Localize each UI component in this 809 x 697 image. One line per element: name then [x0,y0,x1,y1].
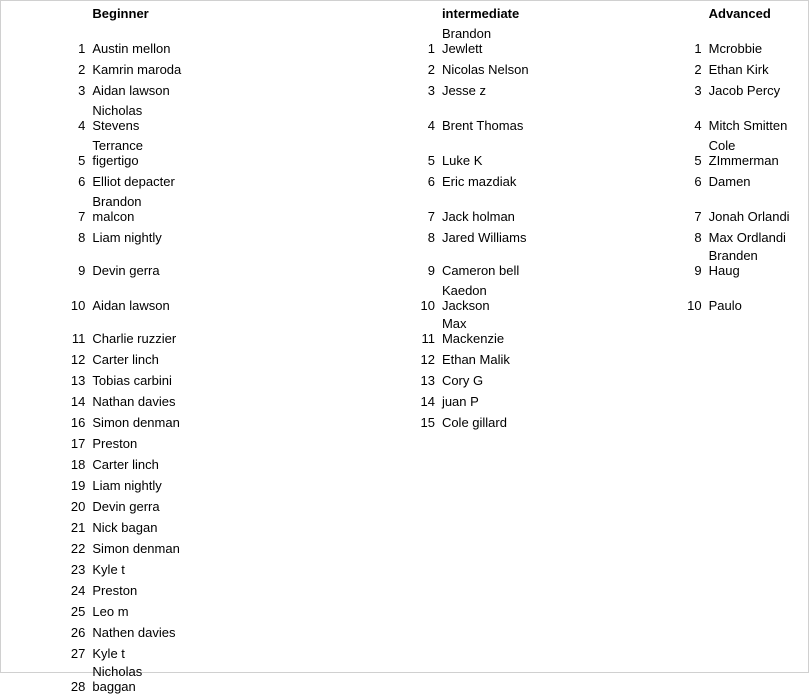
player-name-cell[interactable] [441,454,618,475]
rank-cell[interactable]: 6 [694,174,702,189]
rank-cell[interactable]: 4 [78,118,86,133]
player-name-cell[interactable]: Devin gerra [92,499,160,514]
player-name-cell[interactable] [708,454,808,475]
rank-cell[interactable]: 4 [694,118,702,133]
rank-cell[interactable] [618,622,707,643]
rank-cell[interactable] [352,622,441,643]
player-name-cell[interactable]: Nathen davies [92,625,176,640]
player-name-cell[interactable] [441,538,618,559]
rank-cell[interactable]: 11 [71,331,86,346]
player-name-cell[interactable]: Cole gillard [441,415,507,430]
player-name-cell[interactable]: Nick bagan [92,520,158,535]
rank-cell[interactable]: 9 [694,263,702,278]
rank-cell[interactable]: 21 [70,520,86,535]
player-name-cell[interactable]: Carter linch [92,352,159,367]
player-name-cell[interactable]: Mcrobbie [708,41,763,56]
player-name-cell[interactable]: Paulo [708,298,742,313]
rank-cell[interactable]: 7 [78,209,86,224]
rank-cell[interactable]: 3 [78,83,86,98]
player-name-cell[interactable]: Ethan Malik [441,352,510,367]
player-name-cell[interactable] [708,433,808,454]
rank-cell[interactable]: 10 [687,298,702,313]
rank-cell[interactable]: 2 [427,62,435,77]
rank-cell[interactable]: 9 [427,263,435,278]
header-spacer [618,2,707,24]
player-name-cell[interactable] [708,580,808,601]
player-name-cell[interactable]: Luke K [441,153,483,168]
rank-cell[interactable] [618,580,707,601]
player-name-cell[interactable]: Leo m [92,604,129,619]
rank-cell[interactable]: 10 [70,298,86,313]
rank-cell[interactable]: 12 [420,352,435,367]
player-name-cell[interactable] [708,601,808,622]
rank-cell[interactable]: 11 [421,331,435,346]
player-name-cell[interactable]: Terrance figertigo [92,138,143,168]
player-name-cell[interactable] [708,475,808,496]
player-name-cell[interactable]: Cameron bell [441,263,520,278]
player-name-cell[interactable] [708,412,808,433]
rank-cell[interactable]: 12 [70,352,86,367]
rank-cell[interactable] [618,391,707,412]
rank-cell[interactable]: 9 [78,263,86,278]
player-name-cell[interactable] [708,559,808,580]
roster-table [2,2,808,697]
rank-cell[interactable]: 2 [694,62,702,77]
player-name-cell[interactable]: Liam nightly [92,230,162,245]
player-name-cell[interactable] [708,370,808,391]
player-name-cell[interactable]: Kamrin maroda [92,62,182,77]
player-name-cell[interactable]: Ethan Kirk [708,62,769,77]
player-name-cell[interactable]: Preston [92,583,138,598]
rank-cell[interactable]: 23 [70,562,86,577]
rank-cell[interactable]: 17 [70,436,86,451]
rank-cell[interactable] [352,475,441,496]
rank-cell[interactable]: 13 [420,373,435,388]
rank-cell[interactable] [352,496,441,517]
player-name-cell[interactable]: Damen [708,174,751,189]
rank-cell[interactable]: 8 [427,230,435,245]
rank-cell[interactable]: 22 [70,541,86,556]
player-name-cell[interactable]: Tobias carbini [92,373,172,388]
player-name-cell[interactable]: Kyle t [92,646,125,661]
player-name-cell[interactable]: Nicolas Nelson [441,62,529,77]
rank-cell[interactable] [352,643,441,664]
player-name-cell[interactable]: Cory G [441,373,484,388]
rank-cell[interactable]: 28 [70,679,86,694]
player-name-cell[interactable] [441,601,618,622]
player-name-cell[interactable]: Liam nightly [92,478,162,493]
rank-cell[interactable] [618,517,707,538]
player-name-cell[interactable] [441,580,618,601]
player-name-cell[interactable]: Aidan lawson [92,83,170,98]
rank-cell[interactable] [352,580,441,601]
player-name-cell[interactable] [441,517,618,538]
rank-cell[interactable]: 27 [70,646,86,661]
header-spacer [352,2,441,24]
player-name-cell[interactable]: Kaedon Jackson [441,283,490,313]
rank-cell[interactable] [352,664,441,697]
rank-cell[interactable]: 15 [420,415,435,430]
rank-cell[interactable] [352,601,441,622]
player-name-cell[interactable]: Jack holman [441,209,515,224]
player-name-cell[interactable]: Jared Williams [441,230,527,245]
rank-cell[interactable] [618,454,707,475]
player-name-cell[interactable]: Brandon Jewlett [441,26,492,56]
player-name-cell[interactable] [441,643,618,664]
rank-cell[interactable] [618,433,707,454]
player-name-cell[interactable]: Jonah Orlandi [708,209,790,224]
rank-cell[interactable]: 5 [694,153,702,168]
player-name-cell[interactable] [708,517,808,538]
rank-cell[interactable] [618,496,707,517]
column-header[interactable]: intermediate [441,6,520,21]
player-name-cell[interactable] [708,316,808,349]
rank-cell[interactable]: 14 [420,394,435,409]
rank-cell[interactable] [618,475,707,496]
player-name-cell[interactable] [708,391,808,412]
rank-cell[interactable] [618,559,707,580]
player-name-cell[interactable]: Brandon malcon [92,194,142,224]
rank-cell[interactable]: 19 [70,478,86,493]
rank-cell[interactable] [618,349,707,370]
rank-cell[interactable]: 2 [78,62,86,77]
rank-cell[interactable]: 26 [70,625,86,640]
rank-cell[interactable] [618,412,707,433]
player-name-cell[interactable]: Nathan davies [92,394,176,409]
player-name-cell[interactable]: Aidan lawson [92,298,170,313]
player-name-cell[interactable]: Elliot depacter [92,174,175,189]
rank-cell[interactable]: 7 [427,209,435,224]
player-name-cell[interactable]: Max Mackenzie [441,316,505,346]
player-name-cell[interactable]: Brent Thomas [441,118,524,133]
rank-cell[interactable] [352,454,441,475]
rank-cell[interactable]: 20 [70,499,86,514]
rank-cell[interactable]: 5 [427,153,435,168]
player-name-cell[interactable]: Cole ZImmerman [708,138,779,168]
rank-cell[interactable]: 10 [420,298,435,313]
rank-cell[interactable] [618,316,707,349]
player-name-cell[interactable] [708,622,808,643]
rank-cell[interactable]: 13 [70,373,86,388]
rank-cell[interactable] [352,433,441,454]
rank-cell[interactable]: 6 [78,174,86,189]
rank-cell[interactable]: 7 [694,209,702,224]
player-name-cell[interactable] [441,622,618,643]
player-name-cell[interactable]: Jacob Percy [708,83,781,98]
player-name-cell[interactable]: Eric mazdiak [441,174,517,189]
player-name-cell[interactable]: Max Ordlandi [708,230,786,245]
player-name-cell[interactable]: Carter linch [92,457,159,472]
player-name-cell[interactable] [708,349,808,370]
rank-cell[interactable]: 3 [694,83,702,98]
player-name-cell[interactable] [441,433,618,454]
rank-cell[interactable]: 16 [70,415,86,430]
header-spacer [2,2,91,24]
player-name-cell[interactable] [708,664,808,697]
rank-cell[interactable]: 18 [70,457,86,472]
rank-cell[interactable]: 8 [694,230,702,245]
player-name-cell[interactable]: Nicholas baggan [92,664,143,694]
rank-cell[interactable] [352,559,441,580]
column-header[interactable]: Beginner [92,6,149,21]
player-name-cell[interactable] [708,643,808,664]
rank-cell[interactable] [618,601,707,622]
player-name-cell[interactable]: Jesse z [441,83,487,98]
player-name-cell[interactable] [708,538,808,559]
player-name-cell[interactable]: Nicholas Stevens [92,103,143,133]
rank-cell[interactable] [618,538,707,559]
rank-cell[interactable]: 5 [78,153,86,168]
rank-cell[interactable]: 24 [70,583,86,598]
player-name-cell[interactable] [441,496,618,517]
player-name-cell[interactable]: Devin gerra [92,263,160,278]
rank-cell[interactable]: 6 [427,174,435,189]
player-name-cell[interactable]: Simon denman [92,541,180,556]
player-name-cell[interactable]: Austin mellon [92,41,171,56]
player-name-cell[interactable]: Branden Haug [708,248,758,278]
rank-cell[interactable]: 4 [427,118,435,133]
player-name-cell[interactable]: Charlie ruzzier [92,331,177,346]
rank-cell[interactable] [618,370,707,391]
rank-cell[interactable]: 14 [70,394,86,409]
rank-cell[interactable] [618,643,707,664]
rank-cell[interactable]: 1 [78,41,86,56]
rank-cell[interactable]: 1 [694,41,702,56]
player-name-cell[interactable] [441,475,618,496]
rank-cell[interactable] [618,664,707,697]
rank-cell[interactable] [352,538,441,559]
rank-cell[interactable]: 3 [427,83,435,98]
player-name-cell[interactable]: Preston [92,436,138,451]
player-name-cell[interactable]: Simon denman [92,415,180,430]
player-name-cell[interactable]: Kyle t [92,562,125,577]
player-name-cell[interactable]: Mitch Smitten [708,118,788,133]
rank-cell[interactable]: 8 [78,230,86,245]
player-name-cell[interactable]: juan P [441,394,479,409]
rank-cell[interactable]: 25 [70,604,86,619]
column-header[interactable]: Advanced [708,6,771,21]
player-name-cell[interactable] [441,664,618,697]
player-name-cell[interactable] [441,559,618,580]
player-name-cell[interactable] [708,496,808,517]
rank-cell[interactable]: 1 [427,41,435,56]
rank-cell[interactable] [352,517,441,538]
